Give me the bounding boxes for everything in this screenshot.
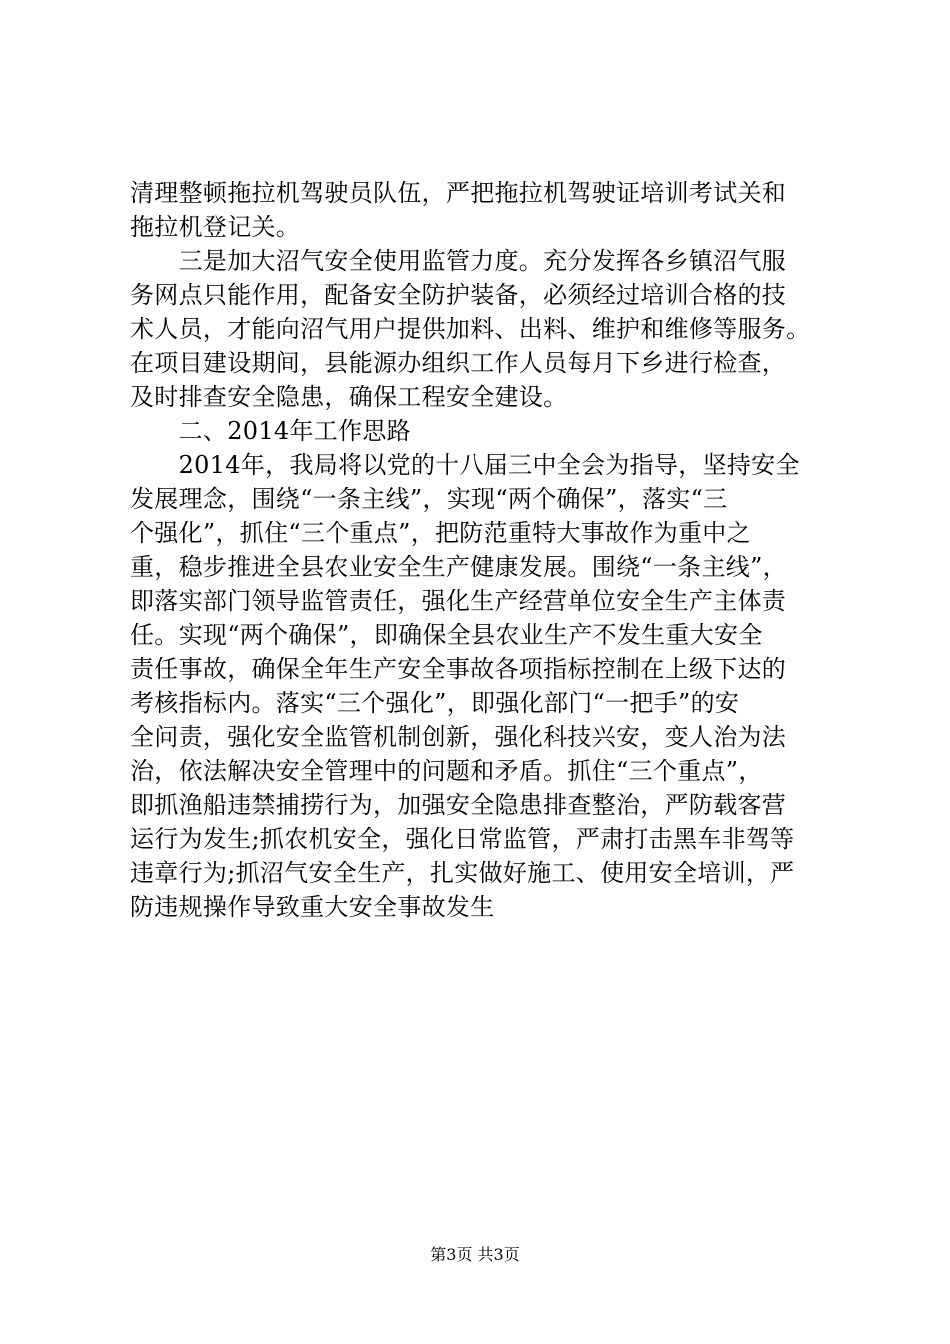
page-footer: 第3页 共3页 bbox=[430, 1245, 520, 1264]
section-heading: 二、2014年工作思路 bbox=[130, 417, 411, 445]
text-line: 全问责，强化安全监管机制创新，强化科技兴安，变人治为法 bbox=[130, 723, 787, 751]
text-line: 三是加大沼气安全使用监管力度。充分发挥各乡镇沼气服 bbox=[130, 247, 787, 275]
text-line: 重，稳步推进全县农业安全生产健康发展。围绕“一条主线”， bbox=[130, 553, 787, 581]
text-line: 考核指标内。落实“三个强化”，即强化部门“一把手”的安 bbox=[130, 689, 740, 717]
text-line: 任。实现“两个确保”，即确保全县农业生产不发生重大安全 bbox=[130, 621, 763, 649]
text-line: 责任事故，确保全年生产安全事故各项指标控制在上级下达的 bbox=[130, 655, 787, 683]
text-line: 术人员，才能向沼气用户提供加料、出料、维护和维修等服务。 bbox=[130, 315, 811, 343]
text-line: 及时排查安全隐患，确保工程安全建设。 bbox=[130, 383, 568, 411]
text-line: 违章行为;抓沼气安全生产，扎实做好施工、使用安全培训，严 bbox=[130, 859, 795, 887]
text-line: 治，依法解决安全管理中的问题和矛盾。抓住“三个重点”， bbox=[130, 757, 763, 785]
document-body bbox=[130, 176, 830, 924]
text-line: 个强化”，抓住“三个重点”，把防范重特大事故作为重中之 bbox=[130, 519, 751, 547]
text-line: 发展理念，围绕“一条主线”，实现“两个确保”，落实“三 bbox=[130, 485, 728, 513]
text-line: 即落实部门领导监管责任，强化生产经营单位安全生产主体责 bbox=[130, 587, 787, 615]
text-line: 务网点只能作用，配备安全防护装备，必须经过培训合格的技 bbox=[130, 281, 787, 309]
text-line: 清理整顿拖拉机驾驶员队伍，严把拖拉机驾驶证培训考试关和 bbox=[130, 179, 787, 207]
text-line: 拖拉机登记关。 bbox=[130, 213, 301, 241]
text-line: 在项目建设期间，县能源办组织工作人员每月下乡进行检查， bbox=[130, 349, 787, 377]
text-line: 防违规操作导致重大安全事故发生 bbox=[130, 893, 495, 921]
text-line: 运行为发生;抓农机安全，强化日常监管，严肃打击黑车非驾等 bbox=[130, 825, 795, 853]
text-line: 2014年，我局将以党的十八届三中全会为指导，坚持安全 bbox=[130, 451, 800, 479]
text-line: 即抓渔船违禁捕捞行为，加强安全隐患排查整治，严防载客营 bbox=[130, 791, 787, 819]
